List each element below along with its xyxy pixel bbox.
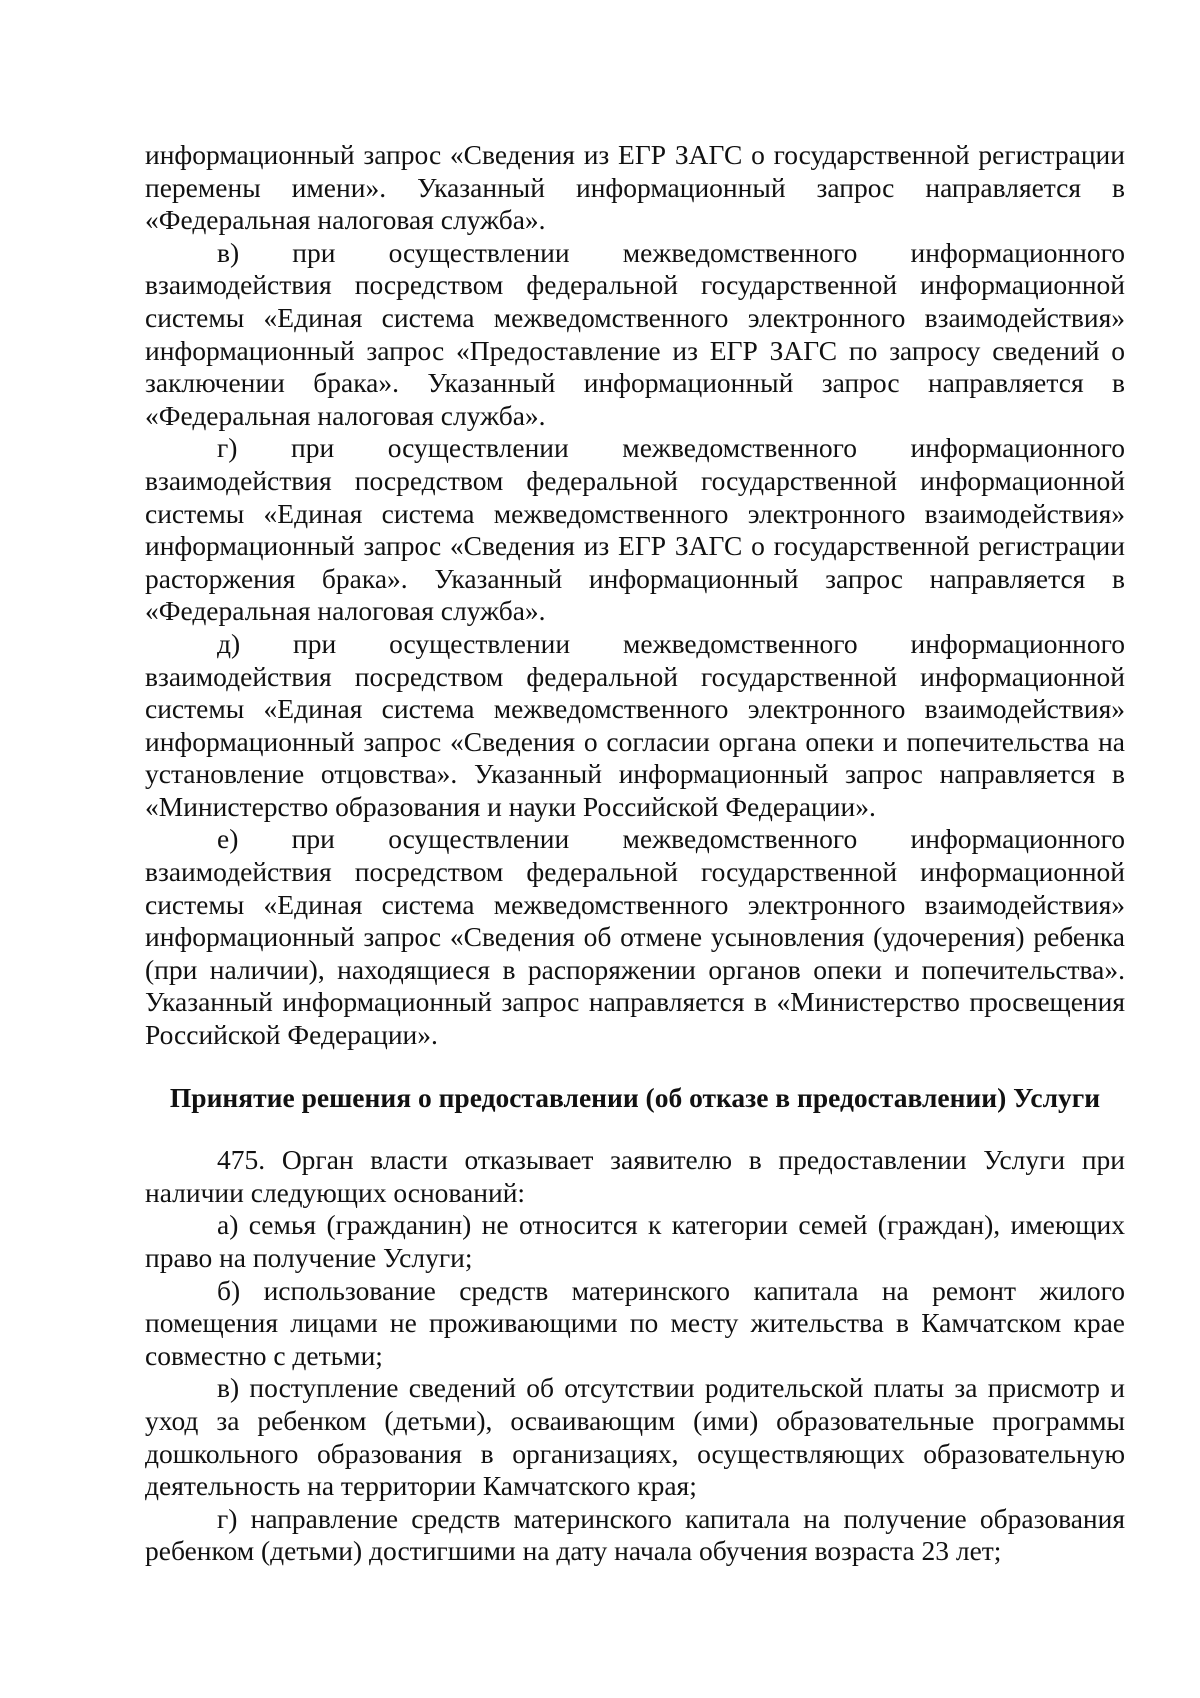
paragraph-item-g-2: г) направление средств материнского капитала на получение образования ребенком (детьми) достигшими на дату начала обучения возраста 23 лет; bbox=[145, 1502, 1125, 1567]
paragraph-item-e: е) при осуществлении межведомственного информационного взаимодействия посредством федеральной государственной информационной системы «Единая система межведомственного электронного взаимодействия» информационный запрос «Сведения об отмене усыновления (удочерения) ребенка (при наличии), находящиеся в распоряжении органов опеки и попечительства». Указанный информационный запрос направляется в «Министерство просвещения Российской Федерации». bbox=[145, 823, 1125, 1051]
paragraph-item-b: б) использование средств материнского капитала на ремонт жилого помещения лицами не проживающими по месту жительства в Камчатском крае совместно с детьми; bbox=[145, 1274, 1125, 1371]
section-heading: Принятие решения о предоставлении (об отказе в предоставлении) Услуги bbox=[169, 1081, 1101, 1113]
paragraph-475: 475. Орган власти отказывает заявителю в предоставлении Услуги при наличии следующих оснований: bbox=[145, 1144, 1125, 1208]
paragraph-continuation: информационный запрос «Сведения из ЕГР ЗАГС о государственной регистрации перемены имени». Указанный информационный запрос направляется в «Федеральная налоговая служба». bbox=[145, 139, 1125, 236]
paragraph-item-g: г) при осуществлении межведомственного информационного взаимодействия посредством федеральной государственной информационной системы «Единая система межведомственного электронного взаимодействия» информационный запрос «Сведения из ЕГР ЗАГС о государственной регистрации расторжения брака». Указанный информационный запрос направляется в «Федеральная налоговая служба». bbox=[145, 432, 1125, 627]
paragraph-item-v: в) при осуществлении межведомственного информационного взаимодействия посредством федеральной государственной информационной системы «Единая система межведомственного электронного взаимодействия» информационный запрос «Предоставление из ЕГР ЗАГС по запросу сведений о заключении брака». Указанный информационный запрос направляется в «Федеральная налоговая служба». bbox=[145, 236, 1125, 431]
document-page bbox=[145, 139, 1125, 1568]
paragraph-item-a: а) семья (гражданин) не относится к категории семей (граждан), имеющих право на получение Услуги; bbox=[145, 1209, 1125, 1273]
paragraph-item-v-2: в) поступление сведений об отсутствии родительской платы за присмотр и уход за ребенком (детьми), осваивающим (ими) образовательные программы дошкольного образования в организациях, осуществляющих образовательную деятельность на территории Камчатского края; bbox=[145, 1372, 1125, 1502]
paragraph-item-d: д) при осуществлении межведомственного информационного взаимодействия посредством федеральной государственной информационной системы «Единая система межведомственного электронного взаимодействия» информационный запрос «Сведения о согласии органа опеки и попечительства на установление отцовства». Указанный информационный запрос направляется в «Министерство образования и науки Российской Федерации». bbox=[145, 627, 1125, 822]
